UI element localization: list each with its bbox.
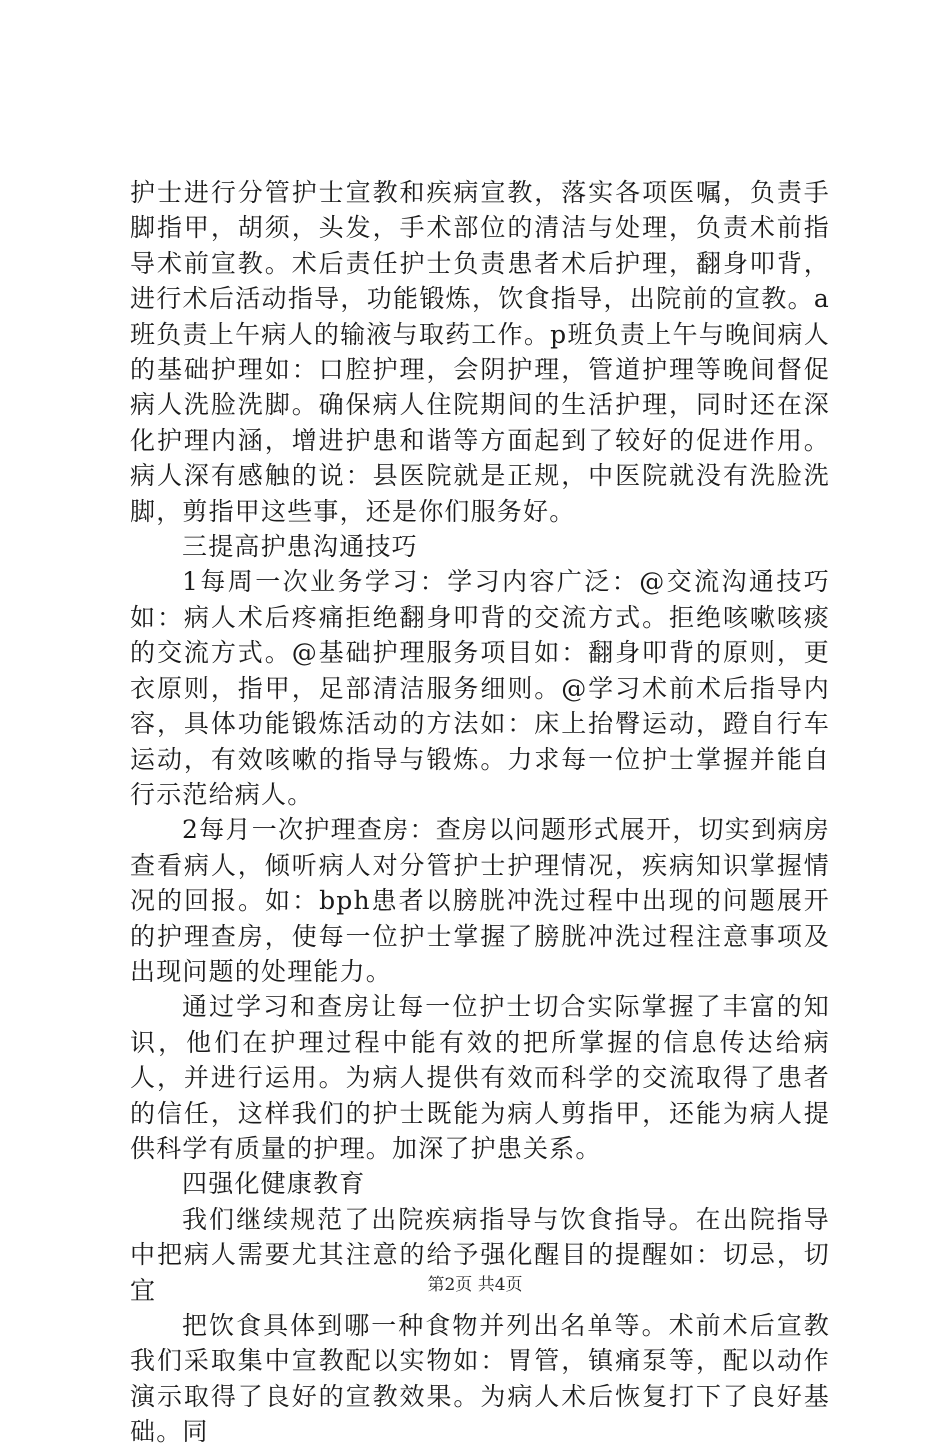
paragraph-monthly-rounds: 2每月一次护理查房：查房以问题形式展开，切实到病房查看病人，倾听病人对分管护士护理情况，疾病知识掌握情况的回报。如：bph患者以膀胱冲洗过程中出现的问题展开的护理查房，使每一位护士掌握了膀胱冲洗过程注意事项及出现问题的处理能力。 bbox=[130, 815, 830, 986]
section-heading-health-education: 四强化健康教育 bbox=[182, 1169, 366, 1199]
paragraph-diet-and-preop: 把饮食具体到哪一种食物并列出名单等。术前术后宣教我们采取集中宣教配以实物如：胃管，镇痛泵等，配以动作演示取得了良好的宣教效果。为病人术后恢复打下了良好基础。同 bbox=[130, 1311, 830, 1447]
page-number-footer: 第2页 共4页 bbox=[427, 1275, 523, 1295]
section-heading-communication: 三提高护患沟通技巧 bbox=[182, 532, 418, 562]
paragraph-discharge-guidance: 我们继续规范了出院疾病指导与饮食指导。在出院指导中把病人需要尤其注意的给予强化醒目的提醒如：切忌，切宜 bbox=[130, 1204, 830, 1305]
document-body bbox=[130, 175, 830, 1450]
paragraph-nursing-duties: 护士进行分管护士宣教和疾病宣教，落实各项医嘱，负责手脚指甲，胡须，头发，手术部位的清洁与处理，负责术前指导术前宣教。术后责任护士负责患者术后护理，翻身叩背，进行术后活动指导，功能锻炼，饮食指导，出院前的宣教。a班负责上午病人的输液与取药工作。p班负责上午与晚间病人的基础护理如：口腔护理，会阴护理，管道护理等晚间督促病人洗脸洗脚。确保病人住院期间的生活护理，同时还在深化护理内涵，增进护患和谐等方面起到了较好的促进作用。病人深有感触的说：县医院就是正规，中医院就没有洗脸洗脚，剪指甲这些事，还是你们服务好。 bbox=[130, 178, 830, 526]
paragraph-learning-outcome: 通过学习和查房让每一位护士切合实际掌握了丰富的知识，他们在护理过程中能有效的把所掌握的信息传达给病人，并进行运用。为病人提供有效而科学的交流取得了患者的信任，这样我们的护士既能为病人剪指甲，还能为病人提供科学有质量的护理。加深了护患关系。 bbox=[130, 992, 830, 1163]
paragraph-weekly-study: 1每周一次业务学习：学习内容广泛：@交流沟通技巧如：病人术后疼痛拒绝翻身叩背的交流方式。拒绝咳嗽咳痰的交流方式。@基础护理服务项目如：翻身叩背的原则，更衣原则，指甲，足部清洁服务细则。@学习术前术后指导内容，具体功能锻炼活动的方法如：床上抬臀运动，蹬自行车运动，有效咳嗽的指导与锻炼。力求每一位护士掌握并能自行示范给病人。 bbox=[130, 567, 830, 809]
